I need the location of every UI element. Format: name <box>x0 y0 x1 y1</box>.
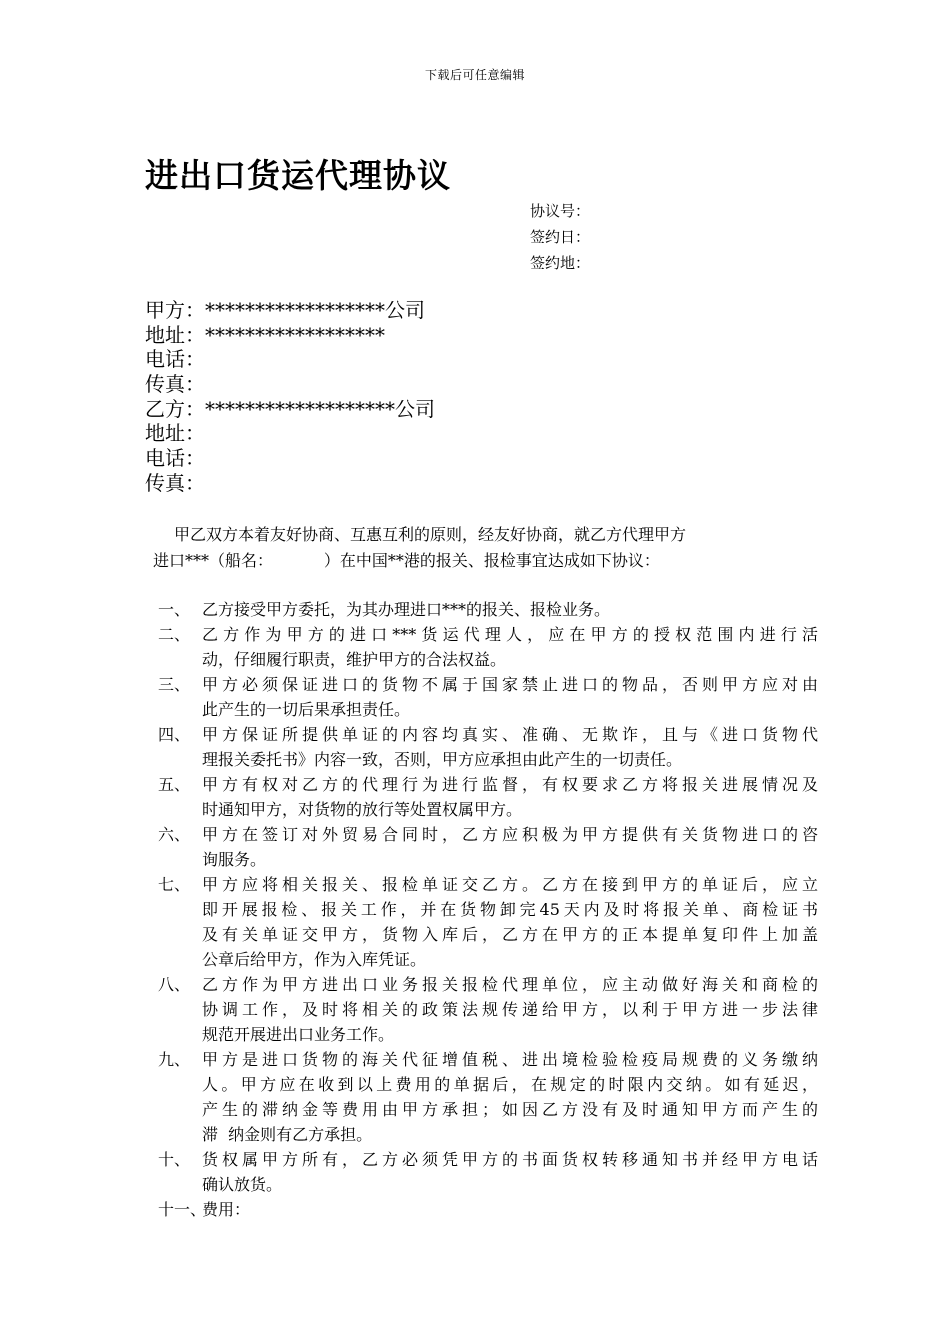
clause-number: 一、 <box>158 600 191 619</box>
party-a-phone: 电话： <box>145 347 205 372</box>
clause-text <box>202 597 818 622</box>
clause-number: 七、 <box>158 875 191 894</box>
clause-text <box>202 622 818 672</box>
clause-text <box>202 722 818 772</box>
clause-line: 规范开展进出口业务工作。 <box>202 1025 395 1044</box>
clause-line: 甲方保证所提供单证的内容均真实、准确、无欺诈，且与《进口货物代 <box>202 725 818 744</box>
clause-line: 乙方作为甲方的进口***货运代理人，应在甲方的授权范围内进行活 <box>202 625 818 644</box>
clause-line: 产生的滞纳金等费用由甲方承担；如因乙方没有及时通知甲方而产生的 <box>202 1100 818 1119</box>
clause-number: 四、 <box>158 725 191 744</box>
clause-item <box>158 872 818 972</box>
intro-line: 甲乙双方本着友好协商、互惠互利的原则，经友好协商，就乙方代理甲方 <box>174 525 687 544</box>
clause-number: 九、 <box>158 1050 191 1069</box>
clause-line: 费用： <box>202 1200 251 1219</box>
intro-line: 进口***（船名： ）在中国**港的报关、报检事宜达成如下协议： <box>153 551 660 570</box>
clause-line: 时通知甲方，对货物的放行等处置权属甲方。 <box>202 800 523 819</box>
party-b-fax: 传真： <box>145 470 205 495</box>
party-b-address: 地址： <box>145 421 205 446</box>
clause-line: 此产生的一切后果承担责任。 <box>202 700 411 719</box>
party-b-name: 乙方：*******************公司 <box>145 396 435 421</box>
clause-item <box>158 772 818 822</box>
clause-text <box>202 872 818 972</box>
clause-number: 五、 <box>158 775 191 794</box>
clause-line: 询服务。 <box>202 850 267 869</box>
clause-line: 确认放货。 <box>202 1175 283 1194</box>
clause-line: 甲方是进口货物的海关代征增值税、进出境检验检疫局规费的义务缴纳 <box>202 1050 818 1069</box>
intro-paragraph <box>153 522 813 574</box>
clause-item <box>158 1047 818 1147</box>
header-note: 下载后可任意编辑 <box>424 68 525 82</box>
party-a-fax: 传真： <box>145 372 205 397</box>
clause-line: 乙方接受甲方委托，为其办理进口***的报关、报检业务。 <box>202 600 611 619</box>
clause-item <box>158 972 818 1047</box>
document-title: 进出口货运代理协议 <box>145 156 451 195</box>
clause-list <box>158 597 818 1222</box>
clause-item <box>158 1147 818 1197</box>
clause-number: 八、 <box>158 975 191 994</box>
party-a-name: 甲方：******************公司 <box>145 298 425 322</box>
clause-line: 甲方有权对乙方的代理行为进行监督，有权要求乙方将报关进展情况及 <box>202 775 818 794</box>
clause-text <box>202 1147 818 1197</box>
clause-number: 六、 <box>158 825 191 844</box>
clause-line: 动，仔细履行职责，维护甲方的合法权益。 <box>202 650 507 669</box>
clause-item <box>158 822 818 872</box>
clause-item <box>158 722 818 772</box>
agreement-number-label: 协议号： <box>530 202 591 220</box>
clause-line: 滞 纳金则有乙方承担。 <box>202 1125 373 1144</box>
clause-number: 十一、 <box>158 1200 207 1219</box>
clause-item <box>158 597 818 622</box>
clause-text <box>202 1197 818 1222</box>
clause-line: 公章后给甲方，作为入库凭证。 <box>202 950 427 969</box>
clause-line: 理报关委托书》内容一致，否则，甲方应承担由此产生的一切责任。 <box>202 750 683 769</box>
agreement-meta <box>530 200 590 278</box>
signing-date-label: 签约日： <box>530 228 591 246</box>
clause-item <box>158 622 818 672</box>
clause-text <box>202 1047 818 1147</box>
clause-item <box>158 672 818 722</box>
clause-line: 甲方在签订对外贸易合同时，乙方应积极为甲方提供有关货物进口的咨 <box>202 825 818 844</box>
clause-line: 即开展报检、报关工作，并在货物卸完45天内及时将报关单、商检证书 <box>202 900 818 919</box>
clause-line: 货权属甲方所有，乙方必须凭甲方的书面货权转移通知书并经甲方电话 <box>202 1150 818 1169</box>
clause-line: 乙方作为甲方进出口业务报关报检代理单位，应主动做好海关和商检的 <box>202 975 818 994</box>
clause-text <box>202 672 818 722</box>
party-a-address: 地址：****************** <box>145 322 385 347</box>
clause-line: 及有关单证交甲方，货物入库后，乙方在甲方的正本提单复印件上加盖 <box>202 925 818 944</box>
clause-line: 人。甲方应在收到以上费用的单据后，在规定的时限内交纳。如有延迟， <box>202 1075 818 1094</box>
clause-number: 二、 <box>158 625 191 644</box>
clause-text <box>202 822 818 872</box>
clause-line: 甲方必须保证进口的货物不属于国家禁止进口的物品，否则甲方应对由 <box>202 675 818 694</box>
parties-info <box>145 298 435 496</box>
party-b-phone: 电话： <box>145 446 205 471</box>
clause-line: 协调工作，及时将相关的政策法规传递给甲方，以利于甲方进一步法律 <box>202 1000 818 1019</box>
clause-line: 甲方应将相关报关、报检单证交乙方。乙方在接到甲方的单证后，应立 <box>202 875 818 894</box>
signing-place-label: 签约地： <box>530 254 591 272</box>
clause-text <box>202 972 818 1047</box>
clause-text <box>202 772 818 822</box>
clause-number: 三、 <box>158 675 191 694</box>
clause-number: 十、 <box>158 1150 191 1169</box>
clause-item <box>158 1197 818 1222</box>
